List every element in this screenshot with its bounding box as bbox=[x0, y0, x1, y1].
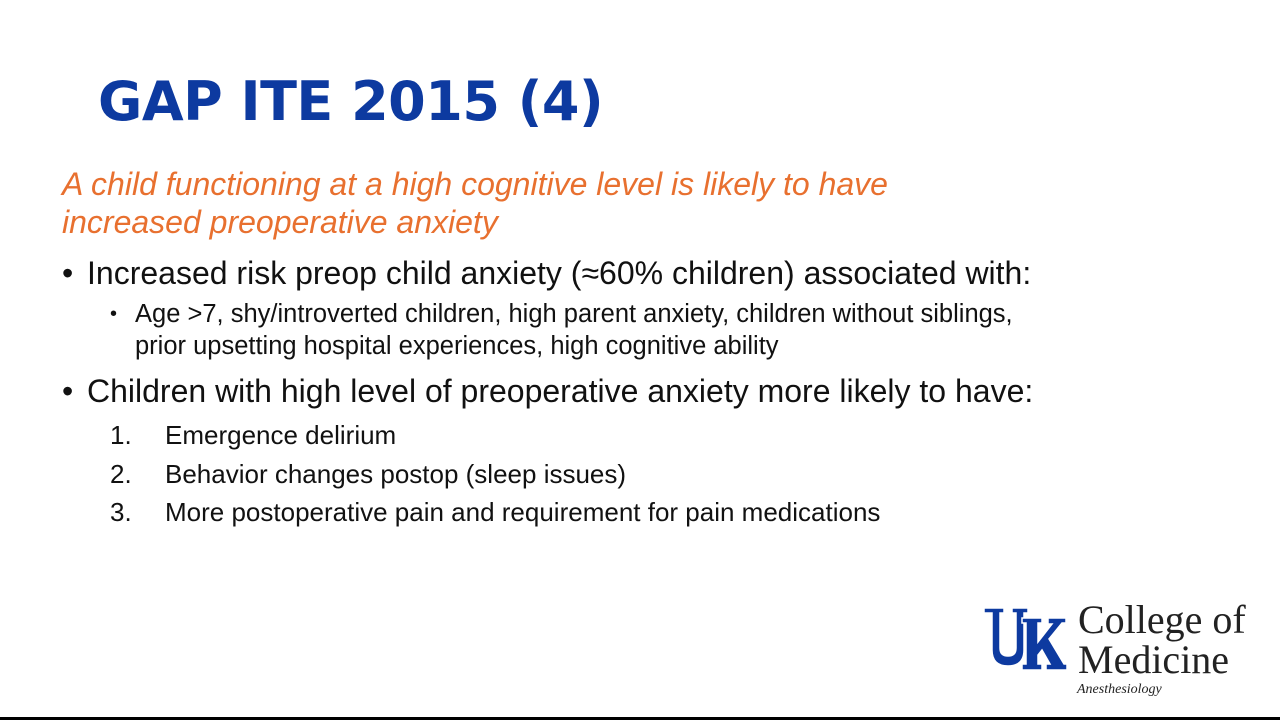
item-text: Emergence delirium bbox=[165, 420, 397, 450]
logo-college-text: College of bbox=[1078, 597, 1246, 642]
bullet-item bbox=[62, 254, 1062, 292]
item-number: 3. bbox=[110, 497, 132, 527]
logo-medicine-text: Medicine bbox=[1078, 637, 1230, 682]
bullet-icon: • bbox=[110, 303, 118, 325]
bullet-text: Increased risk preop child anxiety (≈60% children) associated with: bbox=[87, 255, 1032, 291]
numbered-item bbox=[110, 416, 1062, 455]
slide-subtitle: A child functioning at a high cognitive level is likely to have increased preoperative anxiety bbox=[62, 166, 888, 240]
numbered-item bbox=[110, 493, 1062, 532]
item-text: Behavior changes postop (sleep issues) bbox=[165, 458, 627, 489]
bullet-icon: • bbox=[62, 373, 74, 409]
item-text: More postoperative pain and requirement for pain medications bbox=[165, 497, 881, 527]
logo-department-text: Anesthesiology bbox=[1077, 682, 1162, 697]
item-number: 2. bbox=[110, 458, 132, 489]
item-number: 1. bbox=[110, 420, 132, 450]
slide-title: GAP ITE 2015 (4) bbox=[98, 70, 604, 133]
college-logo bbox=[982, 596, 1267, 704]
bullet-icon: • bbox=[62, 255, 74, 291]
sub-bullet-text: Age >7, shy/introverted children, high parent anxiety, children without siblings, prior upsetting hospital experiences, high cognitive ability bbox=[135, 300, 1013, 360]
sub-bullet-item bbox=[110, 298, 1045, 362]
bullet-text: Children with high level of preoperative anxiety more likely to have: bbox=[87, 373, 1034, 409]
numbered-item bbox=[110, 455, 1062, 494]
numbered-list bbox=[110, 416, 1062, 532]
bullet-list bbox=[62, 254, 1062, 532]
bullet-item bbox=[62, 372, 1062, 410]
uk-logo-icon bbox=[982, 604, 1068, 676]
